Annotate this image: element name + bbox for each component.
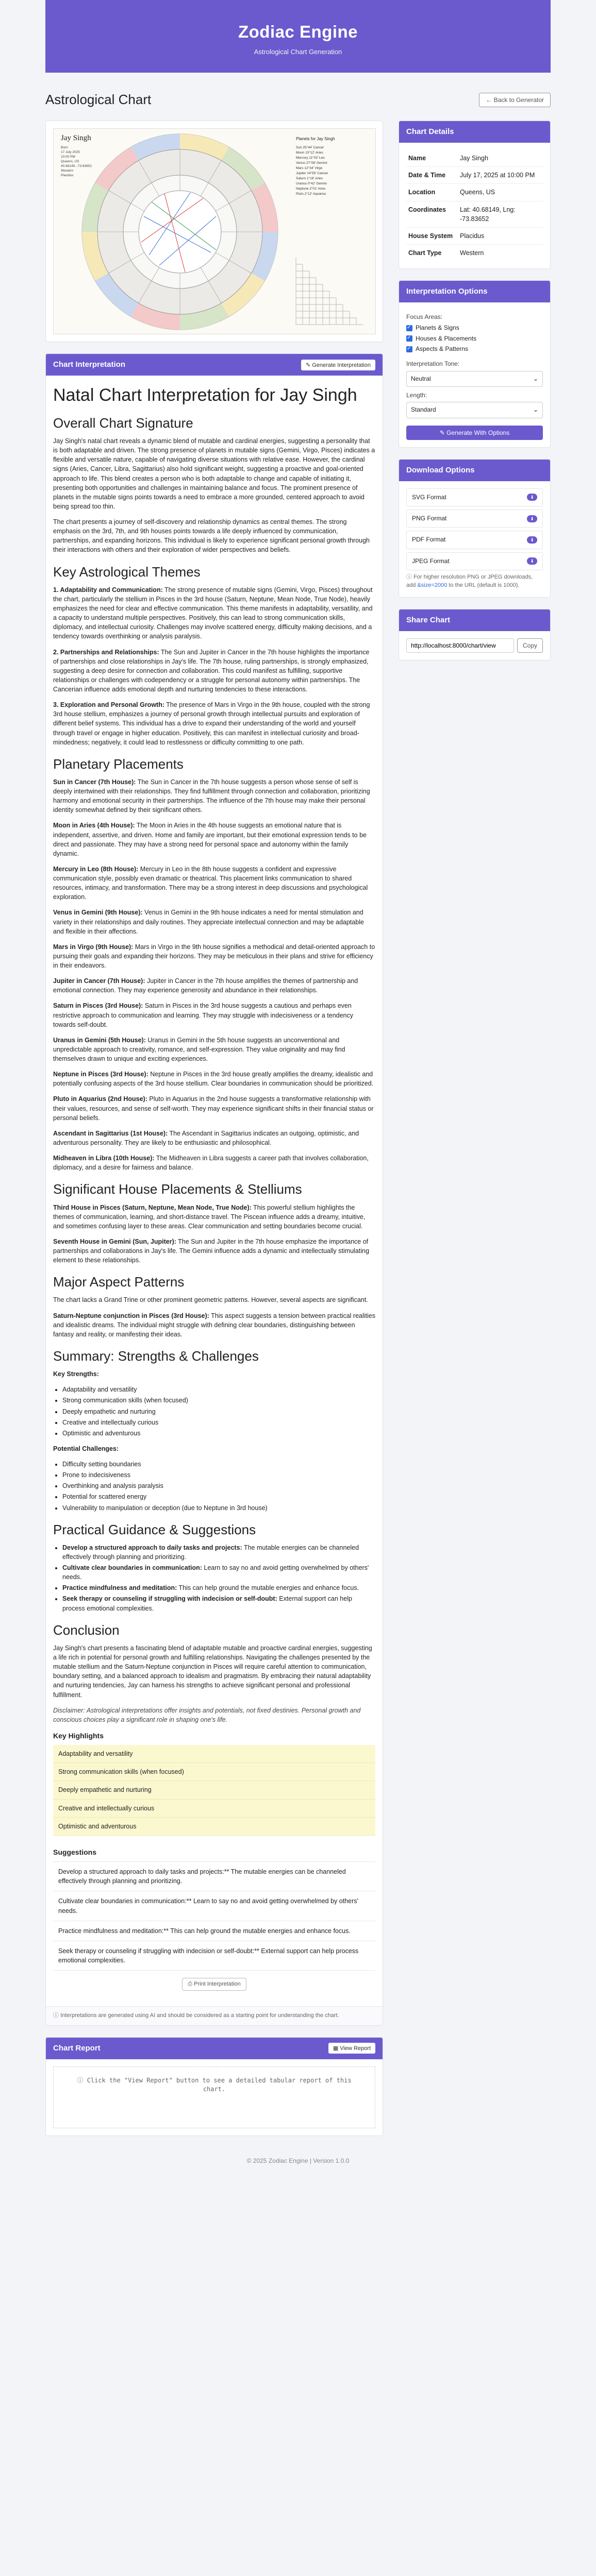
challenges-label: Potential Challenges: [53, 1445, 119, 1452]
section-heading: Summary: Strengths & Challenges [53, 1348, 259, 1364]
paragraph: Jay Singh's natal chart reveals a dynamic blend of mutable and cardinal energies, suggesting a personality that is both adaptable and driven. The strong presence of planets in mutable signs (Gemini, Virgo, Pisces) indicates a flexible and versatile nature, capable of navigating diverse situations with relative ease. However, the cardinal signs (Aries, Cancer, Libra, Sagittarius) also hold significant weight, suggesting a proactive and goal-oriented approach to life. This blend creates a person who is both adaptable to change and capable of initiating it, presenting both opportunities and challenges in maintaining balance and focus. The prominent presence of planets in the mutable signs points towards a need to embrace a more grounded, centered approach to avoid being spread too thin. [53, 437, 375, 510]
share-chart-header: Share Chart [399, 609, 550, 631]
section-heading: Significant House Placements & Stelliums [53, 1181, 302, 1197]
chart-wheel-svg [54, 129, 376, 334]
report-card-title: Chart Report [53, 2043, 101, 2053]
tone-value: Neutral [411, 375, 431, 382]
list-item [62, 1594, 375, 1613]
planet-row: Neptune 2°01' Aries [296, 187, 326, 191]
list-item: • Vulnerability to manipulation or deception (due to Neptune in 3rd house) [62, 1503, 375, 1513]
item-text: The strong presence of mutable signs (Gemini, Virgo, Pisces) throughout the chart, particularly the stellium in Pisces in the 3rd house (Saturn, Neptune, Mean Node, True Node), heavily emphasizes the need for clear and effective communication. This theme manifests in adaptability, versatility, and a capacity to understand multiple perspectives. Positively, this can lead to strong communication skills, diplomacy, and intellectual curiosity. Challenges may involve scattered energy, difficulty making decisions, and a tendency towards overthinking or analysis paralysis. [53, 586, 373, 640]
paragraph [53, 1070, 375, 1088]
suggestions-list [53, 1861, 375, 1971]
download-icon[interactable]: ⬇ [527, 494, 537, 501]
planet-row: Pluto 2°12' Aquarius [296, 192, 326, 196]
challenges-list [62, 1460, 375, 1513]
interpretation-title: Natal Chart Interpretation for Jay Singh [53, 385, 357, 405]
item-text: This aspect suggests a tension between practical realities and idealistic dreams. The individual might struggle with defining clear boundaries, distinguishing between fantasy and reality, or manifesting their ideas. [53, 1312, 375, 1338]
details-row [406, 184, 543, 201]
item-label: 1. Adaptability and Communication: [53, 586, 163, 594]
download-label: SVG Format [412, 493, 446, 501]
generate-interpretation-button[interactable] [301, 360, 375, 370]
guidance-list [62, 1543, 375, 1613]
download-note [406, 573, 543, 590]
generate-interpretation-label: Generate Interpretation [312, 362, 371, 368]
chart-details-card [399, 121, 551, 269]
details-value: July 17, 2025 at 10:00 PM [460, 172, 535, 179]
copy-button[interactable]: Copy [517, 638, 543, 653]
planet-row: Mars 12°34' Virgo [296, 166, 323, 171]
main-column [45, 121, 383, 2147]
details-value: Western [460, 249, 484, 257]
zodiac-wheel [82, 134, 278, 330]
paragraph [53, 777, 375, 815]
layout [45, 121, 551, 2147]
item-label: Saturn in Pisces (3rd House): [53, 1002, 143, 1010]
item-text: Uranus in Gemini in the 5th house suggests an unconventional and unpredictable approach to creativity, romance, and self-expression. They value originality and may find themselves drawn to unique and exciting experiences. [53, 1036, 345, 1063]
info-icon: ⓘ [53, 2012, 61, 2019]
highlight-item: Adaptability and versatility [53, 1745, 375, 1763]
section-heading: Overall Chart Signature [53, 415, 193, 431]
printer-icon: ⎙ [188, 1981, 194, 1988]
view-report-button[interactable] [328, 2043, 375, 2054]
download-options-body [399, 481, 550, 597]
houses-list [53, 1203, 375, 1265]
item-text: Pluto in Aquarius in the 2nd house suggests a transformative relationship with their values, resources, and sense of self-worth. They may experience significant shifts in their financial status or personal beliefs. [53, 1095, 374, 1122]
focus-checkbox-houses[interactable] [406, 334, 543, 343]
site-header [45, 0, 551, 73]
chart-info-line: Queens, US [61, 160, 79, 164]
pencil-icon: ✎ [439, 429, 447, 436]
paragraph [53, 648, 375, 694]
strengths-list [62, 1385, 375, 1438]
download-label: JPEG Format [412, 557, 450, 565]
paragraph [53, 1036, 375, 1063]
item-label: Saturn-Neptune conjunction in Pisces (3rd House): [53, 1312, 209, 1319]
page-title: Astrological Chart [45, 91, 152, 107]
suggestion-item: Cultivate clear boundaries in communication:** Learn to say no and avoid getting overwhelmed by others' needs. [53, 1891, 375, 1921]
item-text: This powerful stellium highlights the themes of communication, learning, and short-distance travel. The Piscean influence adds a dreamy, intuitive, and sometimes confusing layer to these areas. Clear communication and setting boundaries become crucial. [53, 1204, 366, 1230]
site-footer: © 2025 Zodiac Engine | Version 1.0.0 [246, 2157, 350, 2164]
chart-info-line: 40.68149, -73.83652 [61, 164, 92, 168]
report-placeholder-text: Click the "View Report" button to see a detailed tabular report of this chart. [87, 2076, 352, 2093]
paragraph [53, 908, 375, 936]
site-subtitle: Astrological Chart Generation [254, 47, 342, 56]
paragraph [53, 865, 375, 902]
paragraph [53, 1237, 375, 1265]
chart-info-line: Western [61, 169, 74, 173]
item-text: The mutable energies can be channeled effectively through planning and prioritizing. [62, 1544, 359, 1561]
length-select[interactable] [406, 402, 543, 418]
table-icon: ▦ [333, 2045, 340, 2052]
item-text: Mercury in Leo in the 8th house suggests a confident and expressive communication style, possibly even dramatic or theatrical. This placement links communication to shared resources, intimacy, and transformation. There may be a strong interest in deep discussions and psychological exploration. [53, 865, 368, 901]
share-row [406, 638, 543, 653]
focus-checkbox-planets[interactable] [406, 324, 543, 332]
page-head [45, 90, 551, 110]
section-heading: Major Aspect Patterns [53, 1274, 185, 1290]
generate-with-options-button[interactable] [406, 426, 543, 440]
interpretation-card [45, 353, 383, 2026]
checkbox-checked-icon[interactable] [406, 335, 412, 342]
interpretation-options-card [399, 280, 551, 448]
chart-info-line: Placidus [61, 174, 74, 178]
size-param-link[interactable]: &size=2000 [417, 582, 448, 589]
paragraph [53, 1203, 375, 1231]
item-text: The presence of Mars in Virgo in the 9th house, coupled with the strong 3rd house stellium, emphasizes a journey of personal growth through intellectual pursuits and exploration of different belief systems. This individual has a drive to expand their understanding of the world and yourself through travel or engage in higher education. Positively, this can manifest in intellectual curiosity and broad-mindedness; negatively, it could lead to restlessness or difficulty committing to one path. [53, 701, 370, 746]
item-text: Jupiter in Cancer in the 7th house amplifies the themes of partnership and emotional connection. They may experience generosity and abundance in their relationships. [53, 977, 358, 994]
details-row [406, 245, 543, 261]
list-item: • Potential for scattered energy [62, 1492, 375, 1501]
report-placeholder [53, 2066, 375, 2128]
planet-row: Venus 27°08' Gemini [296, 161, 327, 165]
report-card-header [46, 2038, 383, 2059]
chevron-down-icon: ⌄ [533, 375, 538, 382]
item-label: Practice mindfulness and meditation: [62, 1584, 177, 1592]
item-text: Mars in Virgo in the 9th house signifies a methodical and detail-oriented approach to pursuing their goals and expanding their horizons. They may be meticulous in their plans and strive for efficiency in their endeavors. [53, 943, 375, 970]
download-note-prefix: For higher resolution PNG or JPEG downloads, add [406, 574, 533, 589]
section-heading: Key Astrological Themes [53, 564, 201, 580]
download-png[interactable] [406, 510, 543, 528]
chart-name-label: Jay Singh [61, 134, 91, 143]
download-label: PNG Format [412, 515, 447, 522]
item-label: Midheaven in Libra (10th House): [53, 1155, 155, 1162]
details-value: Queens, US [460, 189, 495, 196]
section-heading: Planetary Placements [53, 756, 184, 772]
list-item: • Creative and intellectually curious [62, 1418, 375, 1427]
details-key: Coordinates [408, 206, 446, 213]
length-label: Length: [406, 392, 427, 399]
item-label: Neptune in Pisces (3rd House): [53, 1071, 148, 1078]
suggestion-item: Practice mindfulness and meditation:** This can help ground the mutable energies and enhance focus. [53, 1921, 375, 1941]
download-icon[interactable]: ⬇ [527, 536, 537, 544]
download-icon[interactable]: ⬇ [527, 557, 537, 565]
details-key: Date & Time [408, 172, 446, 179]
list-item: • Overthinking and analysis paralysis [62, 1481, 375, 1490]
download-options-card [399, 459, 551, 598]
paragraph: Jay Singh's chart presents a fascinating blend of adaptable mutable and proactive cardinal energies, suggesting a life rich in potential for personal growth and fulfilling relationships. Navigating the challenges presented by the mutable stellium and the Saturn-Neptune conjunction in Pisces will require careful attention to communication, boundary setting, and a balanced approach to idealism and pragmatism. By embracing their natural adaptability and nurturing tendencies, Jay can harness his strengths to achieve significant personal and professional fulfillment. [53, 1644, 372, 1699]
details-value: Lat: 40.68149, Lng: -73.83652 [460, 206, 516, 223]
list-item: • Difficulty setting boundaries [62, 1460, 375, 1469]
details-row [406, 150, 543, 167]
item-text: The Moon in Aries in the 4th house suggests an emotional nature that is independent, assertive, and driven. Home and family are important, but their emotional expression tends to be direct and passionate. They may have a strong need for personal space and autonomy within the family dynamic. [53, 822, 367, 857]
paragraph [53, 700, 375, 747]
chart-info-line: Born [61, 146, 68, 150]
suggestions-heading: Suggestions [53, 1848, 97, 1856]
item-text: The Midheaven in Libra suggests a career path that involves collaboration, diplomacy, and a desire for fairness and balance. [53, 1155, 369, 1172]
item-label: Third House in Pisces (Saturn, Neptune, Mean Node, True Node): [53, 1204, 252, 1211]
list-item: • Prone to indecisiveness [62, 1470, 375, 1480]
details-key: Chart Type [408, 249, 442, 257]
item-text: The Sun in Cancer in the 7th house suggests a person whose sense of self is deeply intertwined with their relationships. They find fulfillment through connection and collaboration, prioritizing harmony and emotional security in their partnerships. The influence of the 7th house may make their personal identity somewhat defined by their significant others. [53, 778, 370, 814]
placements-list [53, 777, 375, 1172]
paragraph [53, 821, 375, 858]
item-text: The Ascendant in Sagittarius indicates an outgoing, optimistic, and adventurous personality. They are likely to be enthusiastic and philosophical. [53, 1129, 359, 1146]
paragraph [53, 1094, 375, 1122]
details-row [406, 167, 543, 184]
details-key: House System [408, 232, 453, 240]
checkbox-checked-icon[interactable] [406, 346, 412, 352]
paragraph [53, 1001, 375, 1029]
paragraph [53, 585, 375, 641]
aspects-list [53, 1311, 375, 1339]
themes-list [53, 585, 375, 747]
details-value: Jay Singh [460, 155, 488, 162]
item-label: 3. Exploration and Personal Growth: [53, 701, 165, 709]
highlights-list [53, 1745, 375, 1836]
download-note-suffix: to the URL (default is 1000). [449, 582, 520, 589]
checkbox-label: Planets & Signs [416, 324, 459, 332]
checkbox-label: Aspects & Patterns [416, 345, 469, 352]
chevron-down-icon: ⌄ [533, 406, 538, 414]
report-card [45, 2037, 383, 2136]
side-column [399, 121, 551, 671]
planet-row: Jupiter 14°55' Cancer [296, 172, 328, 176]
view-report-label: View Report [340, 2045, 371, 2052]
planet-row: Moon 13°12' Aries [296, 151, 323, 155]
download-icon[interactable]: ⬇ [527, 515, 537, 522]
chart-details-header: Chart Details [399, 121, 550, 143]
download-options-header: Download Options [399, 460, 550, 481]
list-item: • Deeply empathetic and nurturing [62, 1407, 375, 1416]
highlight-item: Creative and intellectually curious [53, 1800, 375, 1818]
item-label: Cultivate clear boundaries in communication: [62, 1564, 202, 1572]
interpretation-content [46, 376, 383, 2006]
item-text: This can help ground the mutable energies and enhance focus. [178, 1584, 359, 1592]
item-text: External support can help process emotional complexities. [62, 1595, 352, 1612]
item-label: Moon in Aries (4th House): [53, 822, 135, 829]
item-text: Venus in Gemini in the 9th house indicates a need for mental stimulation and variety in their relationships and daily routines. They appreciate intellectual connection and may be adaptable and flexible in their affections. [53, 909, 364, 935]
chart-wheel-image [53, 128, 376, 334]
item-text: The Sun and Jupiter in the 7th house emphasize the importance of partnerships and collaborations in Jay's life. The Gemini influence adds a dynamic and intellectually stimulating element to these relationships. [53, 1238, 369, 1264]
item-text: Neptune in Pisces in the 3rd house greatly amplifies the dreamy, idealistic and potentially confusing aspects of the 3rd house stellium. Clear boundaries in communication should be prioritized. [53, 1071, 374, 1088]
highlights-heading: Key Highlights [53, 1731, 104, 1740]
share-chart-card [399, 609, 551, 660]
interpretation-options-header: Interpretation Options [399, 281, 550, 302]
share-chart-body [399, 631, 550, 660]
disclaimer: Disclaimer: Astrological interpretations offer insights and potentials, not fixed destinies. Personal growth and conscious choices play a significant role in shaping one's life. [53, 1706, 361, 1723]
item-label: Ascendant in Sagittarius (1st House): [53, 1129, 168, 1137]
interpretation-options-body [399, 302, 550, 447]
checkbox-checked-icon[interactable] [406, 325, 412, 331]
ai-note-text: Interpretations are generated using AI and should be considered as a starting point for understanding the chart. [60, 2012, 339, 2019]
length-value: Standard [411, 406, 436, 414]
info-icon: ⓘ [406, 574, 414, 581]
highlight-item: Optimistic and adventurous [53, 1818, 375, 1836]
generate-with-options-label: Generate With Options [446, 429, 510, 436]
download-svg[interactable] [406, 488, 543, 506]
paragraph [53, 1311, 375, 1339]
item-text: Learn to say no and avoid getting overwhelmed by others' needs. [62, 1564, 369, 1581]
chart-details-body [399, 143, 550, 268]
paragraph: The chart presents a journey of self-discovery and relationship dynamics as central themes. The strong emphasis on the 3rd, 7th, and 9th houses points towards a life deeply influenced by communication, partnerships, and expanding horizons. This individual is likely to experience significant personal growth through their interactions with others and their exploration of wider perspectives and beliefs. [53, 518, 370, 554]
planets-table-title: Planets for Jay Singh [296, 137, 335, 142]
share-url-input[interactable] [406, 638, 514, 653]
item-label: Mercury in Leo (8th House): [53, 865, 139, 873]
list-item: • Adaptability and versatility [62, 1385, 375, 1394]
download-pdf[interactable] [406, 531, 543, 549]
section-heading: Conclusion [53, 1622, 120, 1638]
planet-row: Mercury 11°03' Leo [296, 156, 325, 160]
download-label: PDF Format [412, 536, 446, 544]
site-title: Zodiac Engine [238, 22, 358, 41]
planet-row: Sun 25°44' Cancer [296, 146, 324, 150]
item-label: Jupiter in Cancer (7th House): [53, 977, 145, 985]
details-row [406, 228, 543, 245]
details-value: Placidus [460, 232, 485, 240]
item-label: Pluto in Aquarius (2nd House): [53, 1095, 147, 1103]
aspect-grid [296, 258, 363, 325]
checkbox-label: Houses & Placements [416, 334, 477, 342]
interpretation-card-header [46, 354, 383, 376]
item-label: Sun in Cancer (7th House): [53, 778, 136, 786]
focus-label: Focus Areas: [406, 313, 443, 320]
list-item [62, 1543, 375, 1562]
print-label: Print Interpretation [194, 1981, 241, 1988]
item-text: The Sun and Jupiter in Cancer in the 7th house highlights the importance of partnerships and close relationships in Jay's life. The 7th house, ruling partnerships, is strongly emphasized, suggesting a deep desire for connection and collaboration. This could manifest as fulfilling, supportive relationships or challenges with codependency or a struggle for personal autonomy within partnerships. The Cancerian influence adds emotional depth and nurturing tendencies to these interactions. [53, 648, 370, 693]
item-label: Develop a structured approach to daily tasks and projects: [62, 1544, 242, 1551]
suggestion-item: Seek therapy or counseling if struggling with indecision or self-doubt:** External support can help process emotional complexities. [53, 1941, 375, 1971]
paragraph [53, 976, 375, 995]
section-heading: Practical Guidance & Suggestions [53, 1521, 256, 1537]
chart-image-card [45, 121, 383, 342]
print-interpretation-button[interactable] [182, 1978, 246, 1991]
ai-note [46, 2006, 383, 2025]
planet-row: Uranus 0°42' Gemini [296, 182, 327, 186]
list-item: • Optimistic and adventurous [62, 1429, 375, 1438]
back-to-generator-button[interactable]: ← Back to Generator [479, 93, 551, 107]
chart-info-line: 17 July 2025 [61, 150, 80, 155]
info-icon: ⓘ [77, 2076, 87, 2084]
item-label: Mars in Virgo (9th House): [53, 943, 134, 951]
paragraph: The chart lacks a Grand Trine or other prominent geometric patterns. However, several aspects are significant. [53, 1296, 368, 1304]
item-label: Seventh House in Gemini (Sun, Jupiter): [53, 1238, 176, 1245]
item-text: Saturn in Pisces in the 3rd house suggests a cautious and perhaps even restrictive approach to communication and learning. They may struggle with indecisiveness or a tendency towards self-doubt. [53, 1002, 354, 1028]
paragraph [53, 1154, 375, 1172]
strengths-label: Key Strengths: [53, 1370, 99, 1378]
paragraph [53, 942, 375, 970]
list-item [62, 1583, 375, 1592]
interpretation-card-title: Chart Interpretation [53, 360, 126, 369]
item-label: 2. Partnerships and Relationships: [53, 648, 159, 656]
item-label: Seek therapy or counseling if struggling with indecision or self-doubt: [62, 1595, 277, 1603]
planet-row: Saturn 1°18' Aries [296, 177, 323, 181]
details-key: Location [408, 189, 436, 196]
list-item [62, 1563, 375, 1582]
highlight-item: Strong communication skills (when focused) [53, 1763, 375, 1781]
list-item: • Strong communication skills (when focused) [62, 1396, 375, 1405]
download-jpeg[interactable] [406, 552, 543, 570]
print-wrap [53, 1978, 375, 1991]
pencil-icon: ✎ [305, 362, 312, 368]
details-key: Name [408, 155, 426, 162]
item-label: Venus in Gemini (9th House): [53, 909, 143, 917]
tone-label: Interpretation Tone: [406, 360, 460, 368]
chart-info-line: 10:00 PM [61, 155, 75, 159]
item-label: Uranus in Gemini (5th House): [53, 1036, 146, 1044]
paragraph [53, 1129, 375, 1147]
highlight-item: Deeply empathetic and nurturing [53, 1781, 375, 1799]
tone-select[interactable] [406, 371, 543, 387]
suggestion-item: Develop a structured approach to daily tasks and projects:** The mutable energies can be channeled effectively through planning and prioritizing. [53, 1861, 375, 1891]
focus-checkbox-aspects[interactable] [406, 345, 543, 353]
details-row [406, 201, 543, 228]
